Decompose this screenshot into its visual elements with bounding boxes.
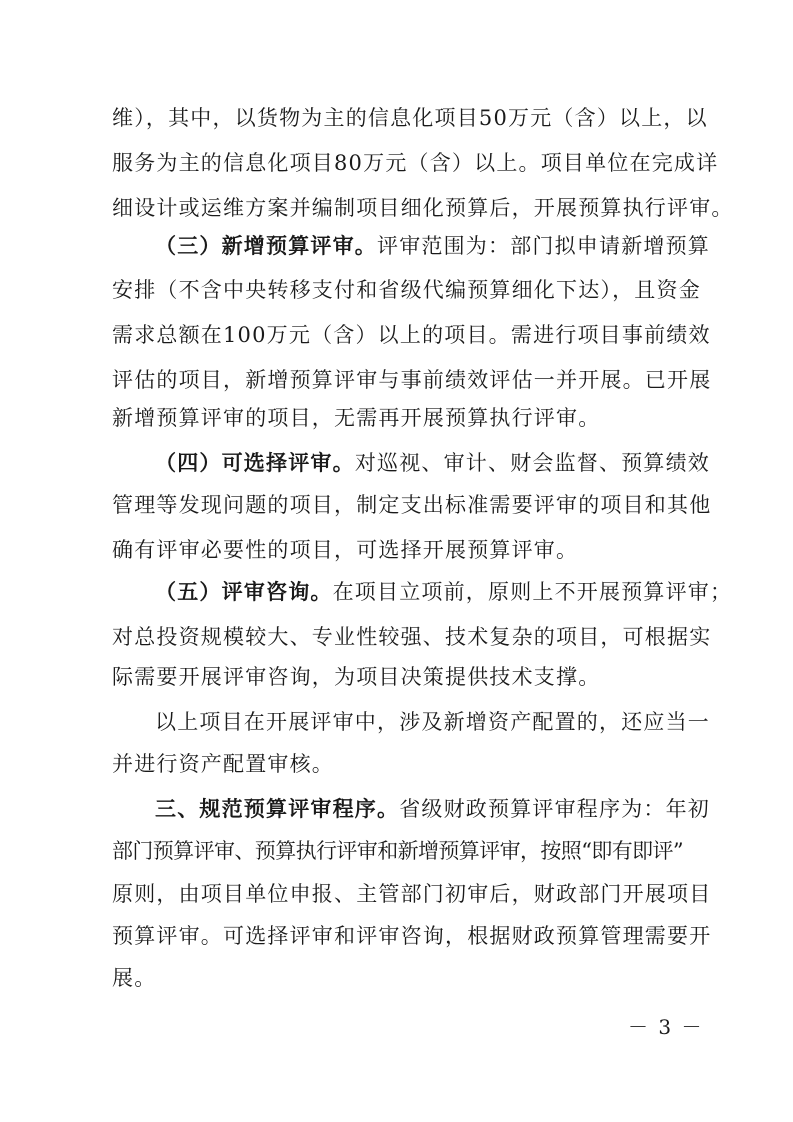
paragraph-2-line-5: 新增预算评审的项目，无需再开展预算执行评审。 [112, 406, 601, 430]
paragraph-5-line-2: 并进行资产配置审核。 [112, 752, 334, 776]
section-heading-new-budget-review: （三）新增预算评审。 [155, 234, 377, 258]
paragraph-1-line-1: 维），其中，以货物为主的信息化项目50万元（含）以上，以 [112, 106, 708, 130]
section-heading-standardize-procedure: 三、规范预算评审程序。 [155, 797, 400, 821]
paragraph-6-line-1-text: 省级财政预算评审程序为：年初 [399, 797, 711, 821]
paragraph-4-line-1-text: 在项目立项前，原则上不开展预算评审； [332, 580, 733, 604]
paragraph-2-line-1-text: 评审范围为：部门拟申请新增预算 [377, 234, 710, 258]
paragraph-3-line-1-text: 对巡视、审计、财会监督、预算绩效 [354, 451, 711, 475]
paragraph-1-line-2: 服务为主的信息化项目80万元（含）以上。项目单位在完成详 [112, 151, 719, 175]
paragraph-6-line-2: 部门预算评审、预算执行评审和新增预算评审，按照“即有即评” [112, 839, 684, 863]
paragraph-6-line-1 [155, 789, 711, 829]
paragraph-3-line-2: 管理等发现问题的项目，制定支出标准需要评审的项目和其他 [112, 493, 712, 517]
section-heading-review-consultation: （五）评审咨询。 [155, 580, 333, 604]
paragraph-4-line-2: 对总投资规模较大、专业性较强、技术复杂的项目，可根据实 [112, 625, 712, 649]
paragraph-5-line-1: 以上项目在开展评审中，涉及新增资产配置的，还应当一 [155, 710, 710, 734]
paragraph-2-line-4: 评估的项目，新增预算评审与事前绩效评估一并开展。已开展 [112, 368, 712, 392]
page-number: － 3 － [628, 1015, 704, 1039]
paragraph-4-line-1 [155, 572, 733, 612]
section-heading-optional-review: （四）可选择评审。 [155, 451, 355, 475]
paragraph-2-line-2: 安排（不含中央转移支付和省级代编预算细化下达），且资金 [112, 278, 701, 302]
paragraph-2-line-1 [155, 226, 710, 266]
paragraph-6-line-5: 展。 [112, 966, 157, 990]
paragraph-6-line-3: 原则，由项目单位申报、主管部门初审后，财政部门开展项目 [112, 882, 712, 906]
paragraph-3-line-3: 确有评审必要性的项目，可选择开展预算评审。 [112, 538, 579, 562]
paragraph-2-line-3: 需求总额在100万元（含）以上的项目。需进行项目事前绩效 [112, 323, 711, 347]
paragraph-1-line-3: 细设计或运维方案并编制项目细化预算后，开展预算执行评审。 [112, 196, 734, 220]
paragraph-4-line-3: 际需要开展评审咨询，为项目决策提供技术支撑。 [112, 665, 601, 689]
paragraph-3-line-1 [155, 443, 711, 483]
paragraph-6-line-4: 预算评审。可选择评审和评审咨询，根据财政预算管理需要开 [112, 924, 712, 948]
